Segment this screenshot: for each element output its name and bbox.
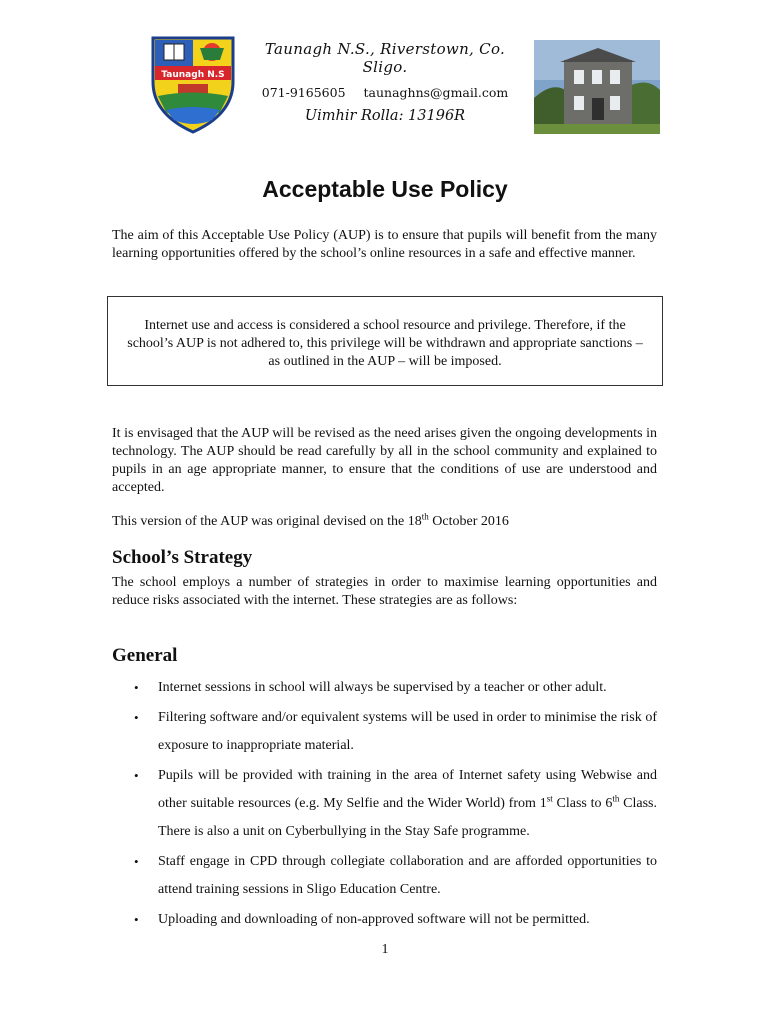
- bullet-icon: •: [134, 768, 139, 783]
- intro-paragraph: The aim of this Acceptable Use Policy (AUP) is to ensure that pupils will benefit from the many learning opportunities offered by the school’s online resources in a safe and effective manner.: [112, 228, 657, 261]
- school-email: taunaghns@gmail.com: [363, 85, 509, 100]
- list-item-text: Staff engage in CPD through collegiate collaboration and are afforded opportunities to attend training sessions in Sligo Education Centre.: [158, 854, 657, 897]
- list-item-text-part: Class. There is also a unit on Cyberbullying in the Stay Safe programme.: [158, 796, 657, 839]
- list-item: [112, 674, 657, 702]
- notice-text: Internet use and access is considered a school resource and privilege. Therefore, if the school’s AUP is not adhered to, this privilege will be withdrawn and appropriate sanctions – as outlined in the AUP – will be imposed.: [127, 318, 643, 369]
- school-building-photo: [534, 40, 660, 134]
- school-contact: [250, 85, 520, 100]
- version-date: October 2016: [428, 514, 509, 529]
- list-item-text: Internet sessions in school will always be supervised by a teacher or other adult.: [158, 680, 607, 695]
- bullet-icon: •: [134, 710, 139, 725]
- notice-box: [107, 296, 663, 386]
- school-crest-logo: [150, 34, 236, 134]
- list-item: [112, 906, 657, 934]
- page-number: 1: [381, 942, 389, 957]
- list-item-text: Filtering software and/or equivalent systems will be used in order to minimise the risk of exposure to inappropriate material.: [158, 710, 657, 753]
- strategy-paragraph: The school employs a number of strategies in order to maximise learning opportunities and reduce risks associated with the internet. These strategies are as follows:: [112, 575, 657, 608]
- ordinal-sup: th: [612, 793, 620, 804]
- school-phone: 071-9165605: [261, 85, 346, 100]
- school-header: [250, 40, 520, 124]
- list-item-text: [158, 768, 657, 839]
- list-item-text: Uploading and downloading of non-approved software will not be permitted.: [158, 912, 590, 927]
- school-roll-number: Uimhir Rolla: 13196R: [304, 108, 466, 124]
- bullet-icon: •: [134, 912, 139, 927]
- list-item: [112, 762, 657, 846]
- general-heading: General: [112, 645, 178, 666]
- list-item-text-part: Class to 6: [552, 796, 613, 811]
- version-text: This version of the AUP was original devised on the 18: [112, 514, 422, 529]
- page-title: Acceptable Use Policy: [262, 176, 508, 202]
- bullet-icon: •: [134, 680, 139, 695]
- version-sup: th: [421, 511, 429, 522]
- revision-paragraph: It is envisaged that the AUP will be revised as the need arises given the ongoing developments in technology. The AUP should be read carefully by all in the school community and explained to pupils in an age appropriate manner, to ensure that the conditions of use are understood and accepted.: [112, 426, 657, 495]
- list-item-text-part: Pupils will be provided with training in the area of Internet safety using Webwise and other suitable resources (e.g. My Selfie and the Wider World) from 1: [158, 768, 657, 811]
- list-item: [112, 848, 657, 904]
- list-item: [112, 704, 657, 760]
- version-paragraph: [112, 513, 657, 531]
- ordinal-sup: st: [546, 793, 553, 804]
- bullet-icon: •: [134, 854, 139, 869]
- school-address: Taunagh N.S., Riverstown, Co. Sligo.: [264, 40, 506, 76]
- strategy-heading: School’s Strategy: [112, 547, 253, 568]
- svg-text:Taunagh N.S: Taunagh N.S: [161, 70, 225, 80]
- general-list: [112, 674, 657, 934]
